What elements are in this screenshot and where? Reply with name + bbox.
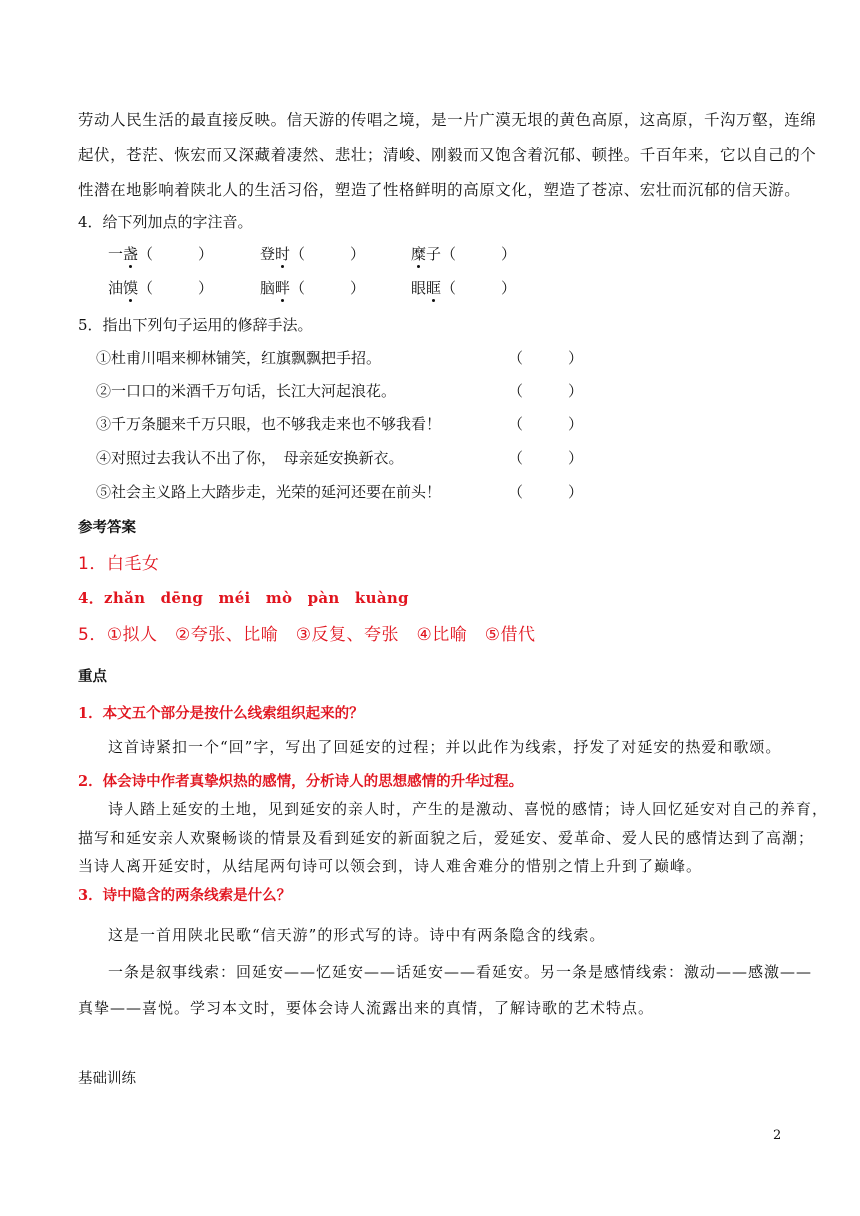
answer-blank: （ ） [441, 279, 517, 297]
keypoint-2-question: 2．体会诗中作者真挚炽热的感情，分析诗人的思想感情的升华过程。 [78, 773, 524, 790]
section-heading-basic-training: 基础训练 [78, 1071, 136, 1087]
keypoint-2-line-2: 描写和延安亲人欢聚畅谈的情景及看到延安的新面貌之后，爱延安、爱革命、爱人民的感情达到了高潮； [78, 829, 815, 847]
q4-item-3: 糜子（ ） [411, 245, 517, 263]
answers-heading: 参考答案 [78, 519, 136, 536]
q4-item-4: 油馍（ ） [108, 279, 214, 297]
answer-5: 5．①拟人 ②夸张、比喻 ③反复、夸张 ④比喻 ⑤借代 [78, 625, 536, 645]
q5-item-3: ③千万条腿来千万只眼，也不够我走来也不够我看！ [96, 415, 442, 433]
answer-1: 1．白毛女 [78, 554, 160, 574]
keypoint-3-line-3: 真挚——喜悦。学习本文时，要体会诗人流露出来的真情，了解诗歌的艺术特点。 [78, 999, 655, 1017]
q4-item-6: 眼眶（ ） [411, 279, 517, 297]
q5-item-4: ④对照过去我认不出了你， 母亲延安换新衣。 [96, 449, 404, 467]
dotted-char: 馍 [123, 279, 139, 297]
page-number: 2 [773, 1128, 782, 1143]
dotted-char: 畔 [275, 279, 291, 297]
q4-item-5: 脑畔（ ） [260, 279, 366, 297]
q5-blank-2: （ ） [508, 382, 584, 400]
intro-line-1: 劳动人民生活的最直接反映。信天游的传唱之境，是一片广漠无垠的黄色高原，这高原，千沟万壑，连绵 [78, 111, 817, 129]
answer-blank: （ ） [138, 245, 214, 263]
keypoint-2-line-3: 当诗人离开延安时，从结尾两句诗可以领会到，诗人难舍难分的惜别之情上升到了巅峰。 [78, 857, 703, 875]
keypoint-1-line-1: 这首诗紧扣一个“回”字，写出了回延安的过程；并以此作为线索，抒发了对延安的热爱和歌颂。 [108, 738, 782, 756]
q5-title: 5．指出下列句子运用的修辞手法。 [78, 316, 313, 334]
q5-blank-5: （ ） [508, 483, 584, 501]
keypoint-2-line-1: 诗人踏上延安的土地，见到延安的亲人时，产生的是激动、喜悦的感情；诗人回忆延安对自己的养育， [108, 800, 829, 818]
dotted-char: 盏 [123, 245, 139, 263]
answer-4-pinyin: zhǎn dēng méi mò pàn kuàng [104, 589, 409, 607]
answer-blank: （ ） [290, 279, 366, 297]
keypoint-3-line-2: 一条是叙事线索：回延安——忆延安——话延安——看延安。另一条是感情线索：激动——感激—— [108, 963, 813, 981]
dotted-char: 眶 [426, 279, 442, 297]
answer-blank: （ ） [138, 279, 214, 297]
dotted-char: 时 [275, 245, 291, 263]
answer-blank: （ ） [441, 245, 517, 263]
q5-blank-3: （ ） [508, 415, 584, 433]
q5-blank-1: （ ） [508, 349, 584, 367]
answer-blank: （ ） [290, 245, 366, 263]
q5-item-1: ①杜甫川唱来柳林铺笑，红旗飘飘把手招。 [96, 349, 382, 367]
keypoints-heading: 重点 [78, 668, 107, 685]
q4-item-2: 登时（ ） [260, 245, 366, 263]
q5-item-2: ②一口口的米酒千万句话，长江大河起浪花。 [96, 382, 397, 400]
keypoint-1-question: 1．本文五个部分是按什么线索组织起来的？ [78, 705, 364, 722]
intro-line-2: 起伏，苍茫、恢宏而又深藏着凄然、悲壮；清峻、刚毅而又饱含着沉郁、顿挫。千百年来，它以自己的个 [78, 146, 817, 164]
q5-blank-4: （ ） [508, 449, 584, 467]
answer-4: 4．zhǎn dēng méi mò pàn kuàng [78, 589, 409, 607]
q4-item-1: 一盏（ ） [108, 245, 214, 263]
dotted-char: 糜 [411, 245, 427, 263]
intro-line-3: 性潜在地影响着陕北人的生活习俗，塑造了性格鲜明的高原文化，塑造了苍凉、宏壮而沉郁的信天游。 [78, 181, 801, 199]
keypoint-3-line-1: 这是一首用陕北民歌“信天游”的形式写的诗。诗中有两条隐含的线索。 [108, 926, 606, 944]
q4-title: 4．给下列加点的字注音。 [78, 213, 253, 231]
q5-item-5: ⑤社会主义路上大踏步走，光荣的延河还要在前头！ [96, 483, 442, 501]
keypoint-3-question: 3．诗中隐含的两条线索是什么？ [78, 887, 292, 904]
